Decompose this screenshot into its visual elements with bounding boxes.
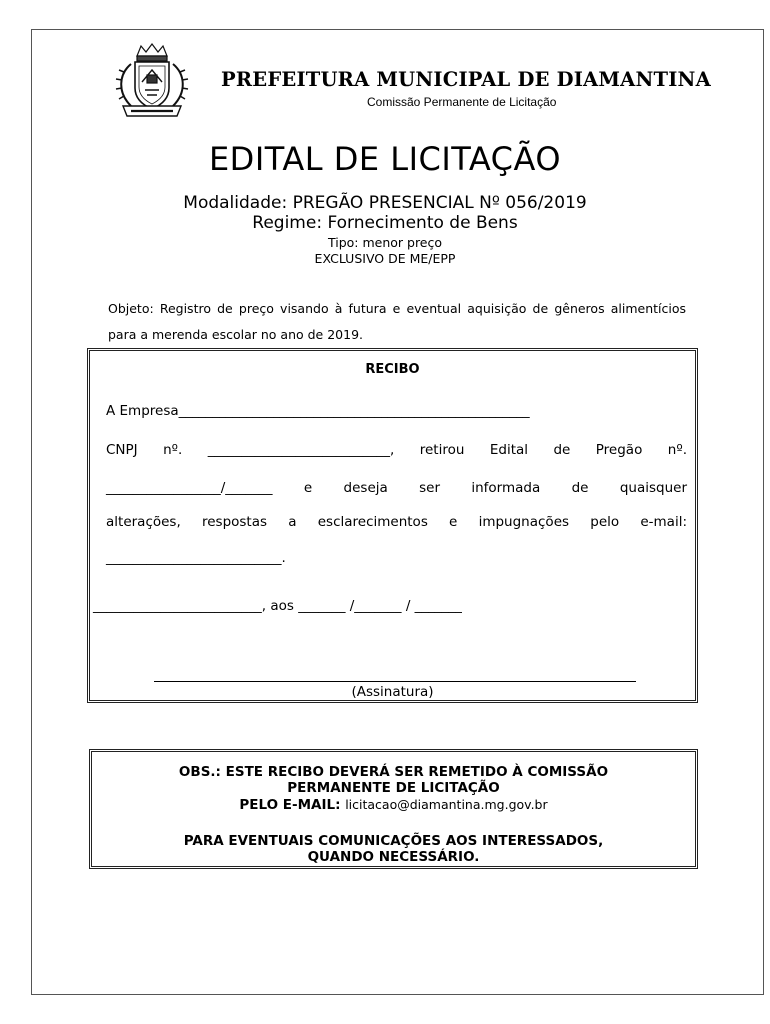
obs-line-5: QUANDO NECESSÁRIO.: [307, 849, 480, 865]
signature-line: [154, 681, 636, 682]
organization-subtitle: Comissão Permanente de Licitação: [367, 95, 557, 109]
obs-line-2: PERMANENTE DE LICITAÇÃO: [287, 780, 500, 796]
objeto-paragraph: Objeto: Registro de preço visando à futura e eventual aquisição de gêneros alimentícios para a merenda escolar no ano de 2019.: [108, 301, 686, 342]
organization-name: PREFEITURA MUNICIPAL DE DIAMANTINA: [221, 68, 711, 91]
recibo-alteracoes-line: alterações, respostas a esclarecimentos e impugnações pelo e-mail:: [106, 514, 687, 530]
obs-line-1: OBS.: ESTE RECIBO DEVERÁ SER REMETIDO À COMISSÃO: [178, 764, 609, 780]
obs-email-line: [92, 797, 695, 813]
municipal-crest-icon: [109, 42, 195, 122]
exclusivo-line: EXCLUSIVO DE ME/EPP: [314, 251, 456, 266]
recibo-pregao-line: _________________/_______ e deseja ser informada de quaisquer: [106, 480, 687, 496]
obs-email-address: licitacao@diamantina.mg.gov.br: [345, 797, 548, 812]
letterhead: [109, 42, 749, 122]
recibo-empresa-line: A Empresa____________________________________________________: [106, 403, 530, 419]
recibo-cnpj-line: CNPJ nº. ___________________________, retirou Edital de Pregão nº.: [106, 442, 687, 458]
recibo-title: RECIBO: [365, 362, 420, 377]
tipo-line: Tipo: menor preço: [327, 235, 443, 250]
observation-box: [89, 749, 698, 869]
recibo-box: [87, 348, 698, 703]
regime-line: Regime: Fornecimento de Bens: [252, 213, 518, 233]
obs-line-4: PARA EVENTUAIS COMUNICAÇÕES AOS INTERESSADOS,: [183, 833, 604, 849]
signature-label: (Assinatura): [351, 684, 434, 700]
obs-email-label: PELO E-MAIL:: [239, 797, 341, 813]
recibo-date-line: _________________________, aos _______ /_______ / _______: [93, 598, 462, 614]
document-title: EDITAL DE LICITAÇÃO: [208, 140, 562, 178]
modalidade-line: Modalidade: PREGÃO PRESENCIAL Nº 056/2019: [183, 193, 587, 213]
recibo-email-line: __________________________.: [106, 550, 286, 566]
